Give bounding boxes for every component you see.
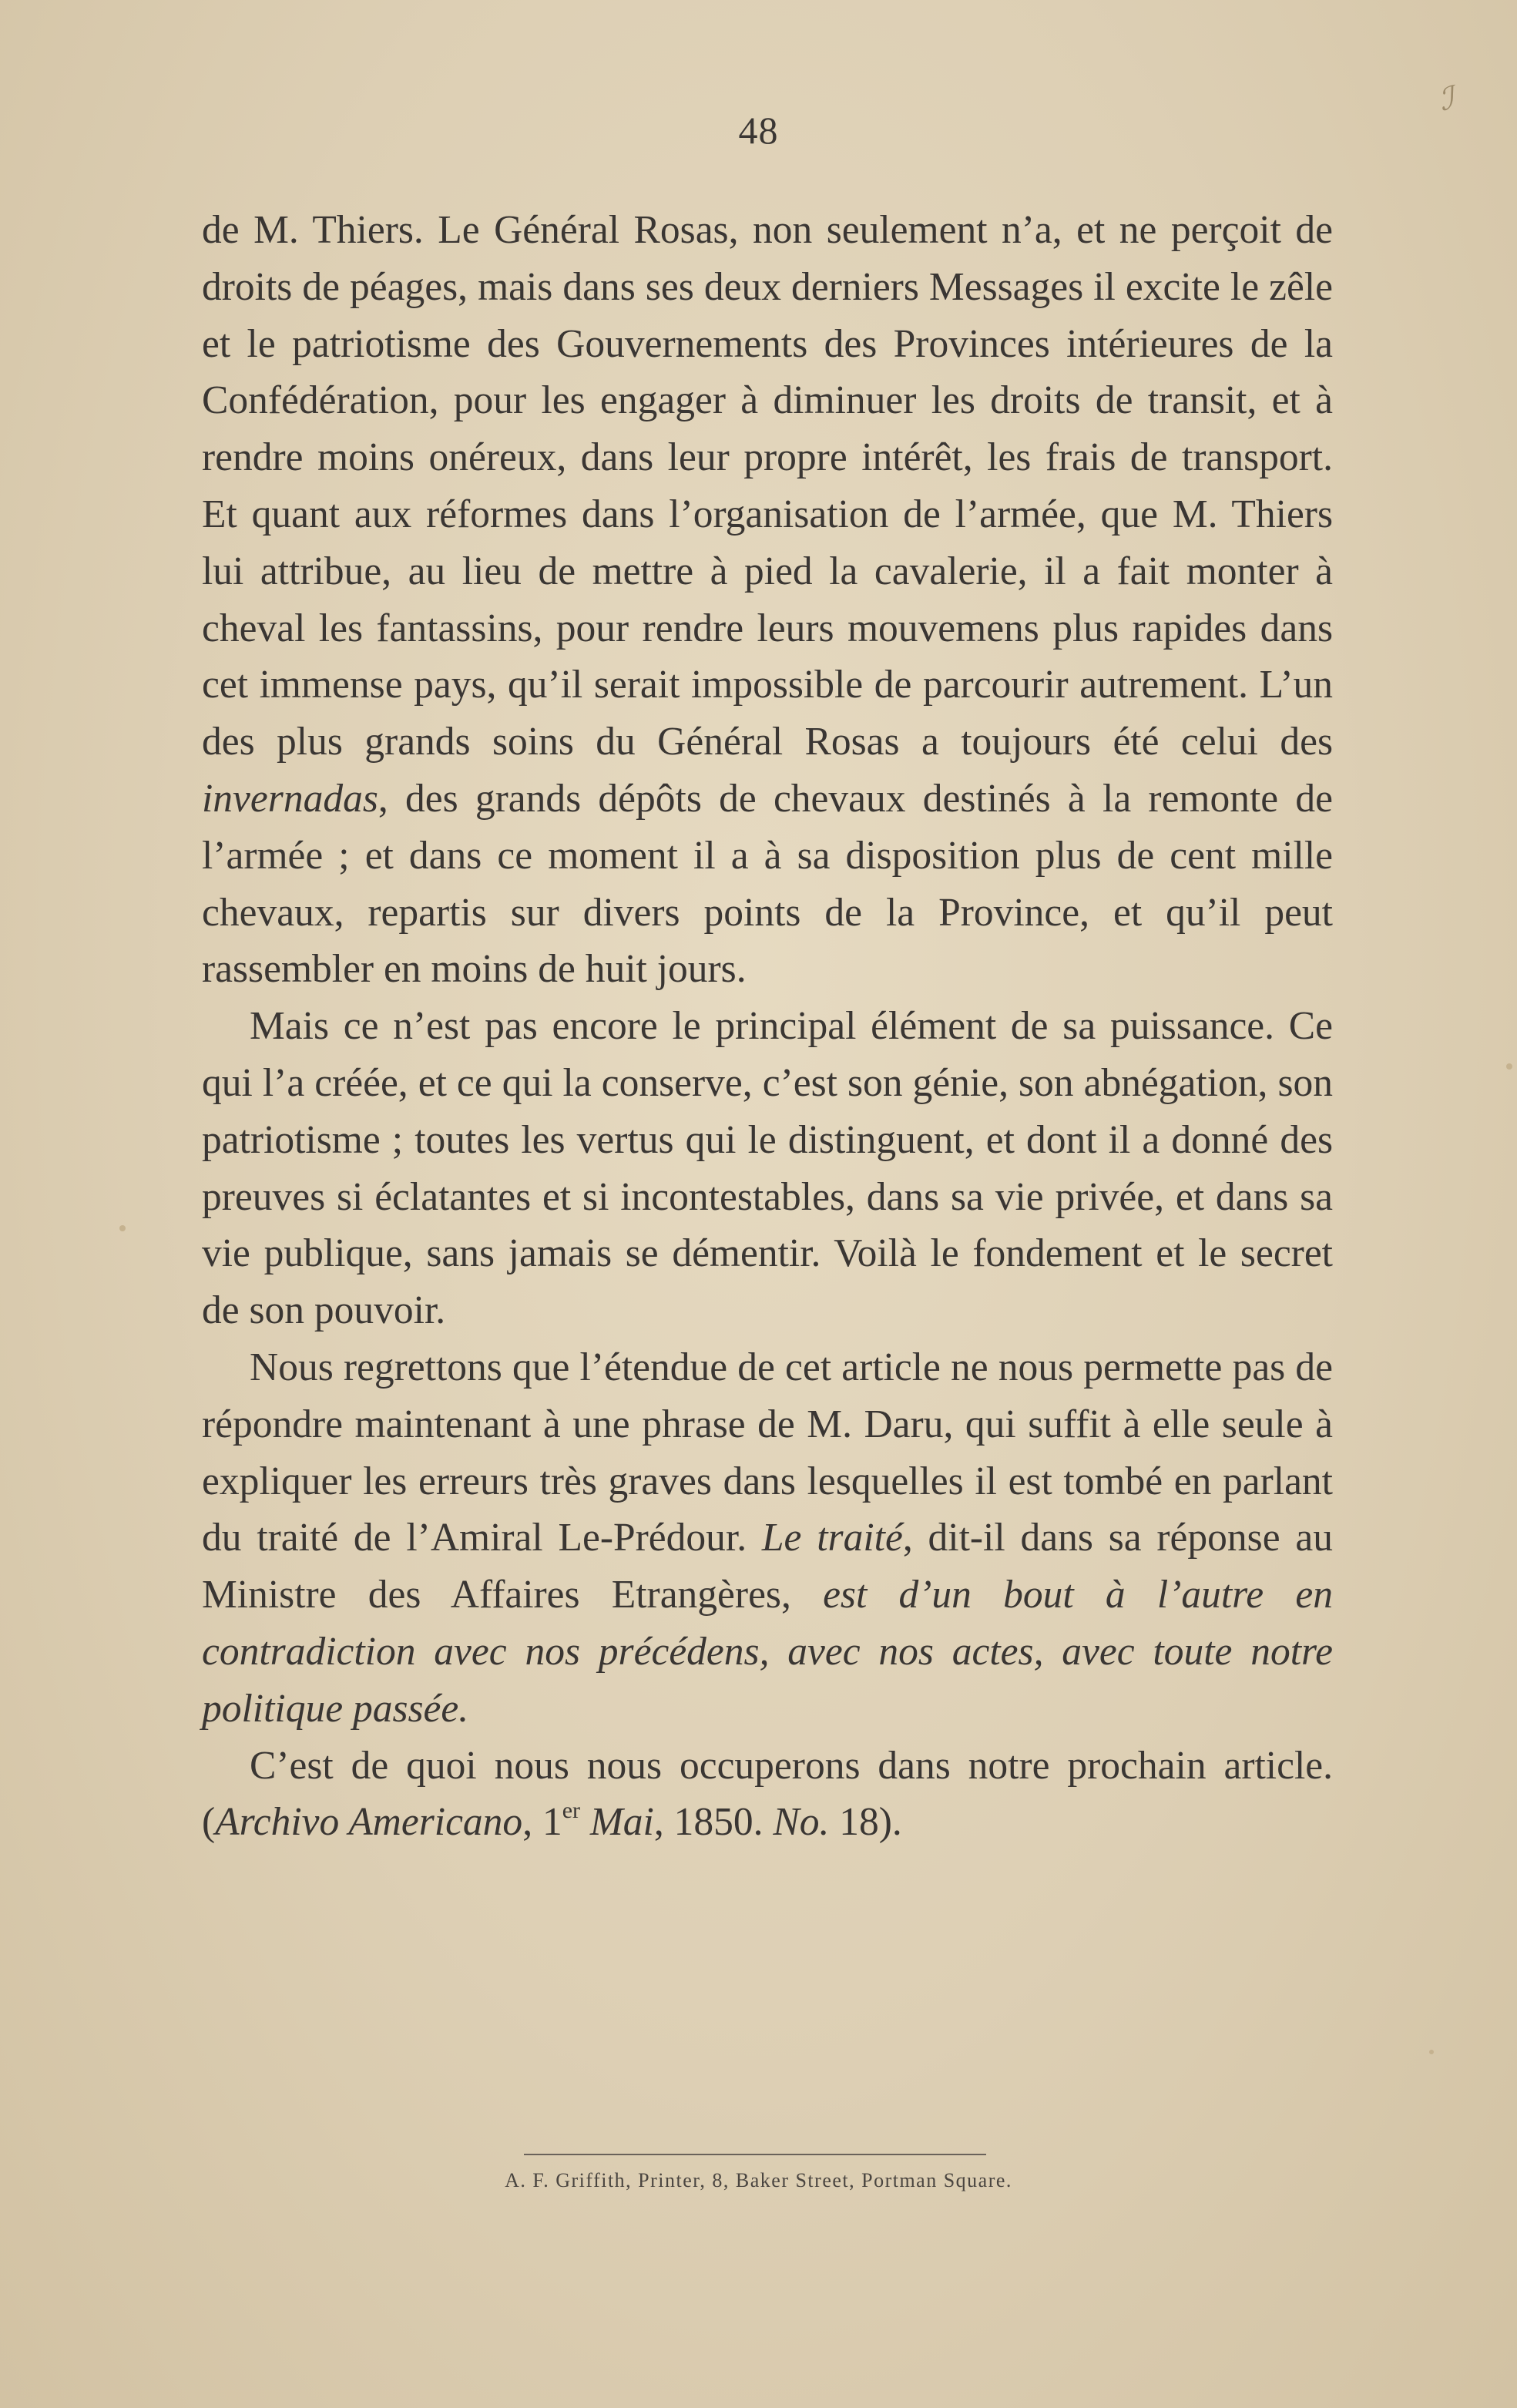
italic-text: Le traité: [761, 1516, 903, 1560]
italic-text: Mai: [589, 1800, 654, 1845]
paper-speck: [1506, 1063, 1512, 1070]
paragraph: [202, 998, 1333, 1339]
paper-speck: [1429, 2050, 1434, 2054]
text-run: Nous regrettons que l’étendue de cet article ne nous permette pas de répondre maintenant à une phrase de M. Daru, qui suffit à elle seule à expliquer les erreurs très graves dans lesquelles il est tombé en parlant du traité de l’Amiral Le-Prédour.: [202, 1345, 1333, 1560]
paragraph: [202, 1738, 1333, 1852]
text-run: , des grands dépôts de chevaux destinés à la remonte de l’armée ; et dans ce moment il a à sa disposition plus de cent mille chevaux, repartis sur divers points de la Province, et qu’il peut rassembler en moins de huit jours.: [202, 776, 1333, 992]
paper-speck: [119, 1225, 126, 1231]
text-run: , 1850.: [653, 1800, 774, 1845]
italic-text: est d’un bout à l’autre en contradiction avec nos précédens, avec nos actes, avec toute notre politique passée.: [202, 1573, 1333, 1731]
text-run: Mais ce n’est pas encore le principal élément de sa puissance. Ce qui l’a créée, et ce qui la conserve, c’est son génie, son abnégation, son patriotisme ; toutes les vertus qui le distinguent, et dont il a donné des preuves si éclatantes et si incontestables, dans sa vie privée, et dans sa vie publique, sans jamais se démentir. Voilà le fondement et le secret de son pouvoir.: [202, 1004, 1333, 1333]
italic-text: No.: [773, 1800, 830, 1845]
text-run: 18).: [829, 1800, 902, 1845]
italic-text: invernadas: [202, 776, 378, 821]
page-number: 48: [738, 109, 779, 152]
italic-text: Archivo Americano: [215, 1800, 523, 1845]
imprint-divider: [524, 2154, 986, 2155]
text-run: [580, 1800, 590, 1844]
body-text: [202, 202, 1333, 1851]
text-run: , dit-il dans sa réponse au Ministre des Affaires Etrangères,: [202, 1516, 1333, 1617]
text-run: , 1: [522, 1800, 562, 1845]
text-run: C’est de quoi nous nous occuperons dans notre prochain article. (: [202, 1743, 1333, 1845]
printer-imprint: A. F. Griffith, Printer, 8, Baker Street, Portman Square.: [505, 2169, 1012, 2191]
superscript-text: er: [562, 1798, 580, 1824]
paragraph: [202, 1339, 1333, 1738]
text-run: de M. Thiers. Le Général Rosas, non seulement n’a, et ne perçoit de droits de péages, mais dans ses deux derniers Messages il excite le zêle et le patriotisme des Gouvernements des Provinces intérieures de la Confédération, pour les engager à diminuer les droits de transit, et à rendre moins onéreux, dans leur propre intérêt, les frais de transport. Et quant aux réformes dans l’organisation de l’armée, que M. Thiers lui attribue, au lieu de mettre à pied la cavalerie, il a fait monter à cheval les fantassins, pour rendre leurs mouvemens plus rapides dans cet immense pays, qu’il serait impossible de parcourir autrement. L’un des plus grands soins du Général Rosas a toujours été celui des: [202, 208, 1333, 764]
pencil-mark: ℐ: [1435, 80, 1458, 118]
paragraph: [202, 202, 1333, 998]
